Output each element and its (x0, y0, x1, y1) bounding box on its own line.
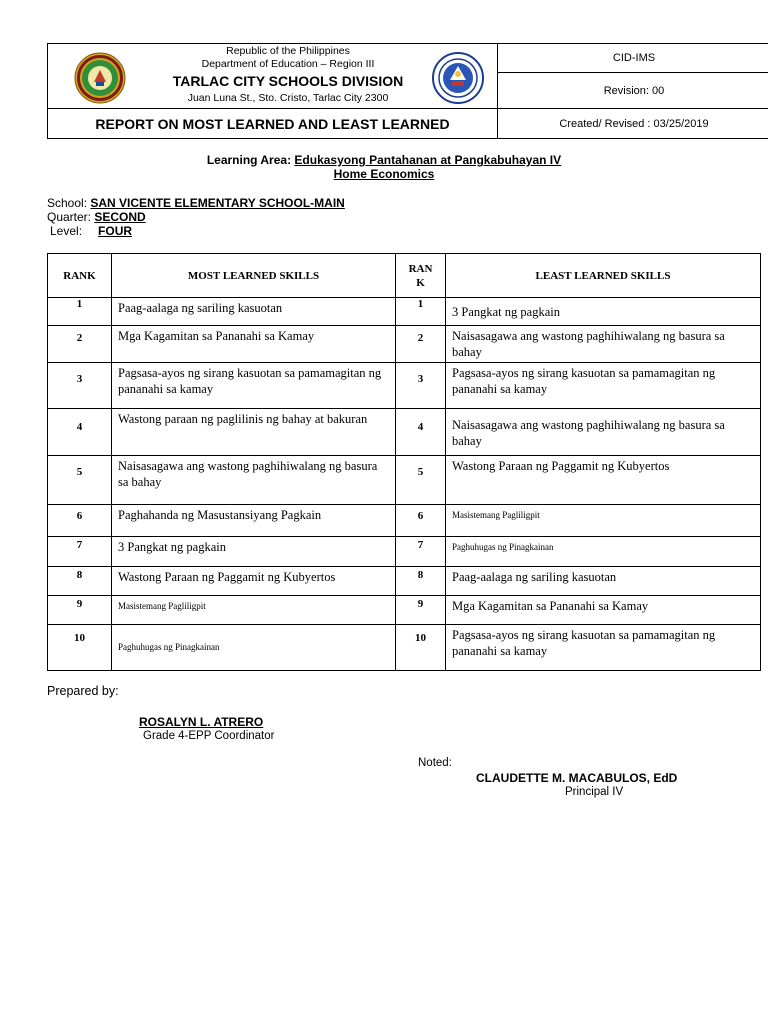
least-learned-cell: Mga Kagamitan sa Pananahi sa Kamay (446, 596, 761, 625)
prepared-by-name: ROSALYN L. ATRERO (139, 715, 264, 729)
created-revised-cell (498, 109, 768, 138)
deped-seal-icon (432, 52, 484, 104)
republic-text: Republic of the Philippines (226, 45, 350, 57)
most-learned-cell: Paghuhugas ng Pinagkainan (112, 625, 396, 671)
header-org-cell (48, 44, 498, 109)
report-title-cell (48, 109, 498, 138)
header-rank-2 (396, 254, 446, 298)
learning-area (0, 153, 768, 181)
header-most-learned: MOST LEARNED SKILLS (112, 254, 396, 298)
least-learned-cell: Paag-aalaga ng sariling kasuotan (446, 567, 761, 596)
division-seal-icon (74, 52, 126, 104)
most-learned-cell: Mga Kagamitan sa Pananahi sa Kamay (112, 326, 396, 363)
least-learned-cell: Naisasagawa ang wastong paghihiwalang ng basura sa bahay (446, 409, 761, 456)
noted-by-role: Principal IV (565, 786, 624, 798)
prepared-by-label: Prepared by: (47, 684, 119, 698)
rank-cell-2: 3 (396, 363, 446, 409)
school-label: School: (47, 196, 91, 210)
least-learned-cell: Naisasagawa ang wastong paghihiwalang ng basura sa bahay (446, 326, 761, 363)
report-title: REPORT ON MOST LEARNED AND LEAST LEARNED (95, 115, 450, 132)
least-learned-cell: Pagsasa-ayos ng sirang kasuotan sa pamamagitan ng pananahi sa kamay (446, 363, 761, 409)
doc-code-cell (498, 44, 768, 73)
rank-cell: 2 (48, 326, 112, 363)
table-row (48, 625, 761, 671)
school-name: SAN VICENTE ELEMENTARY SCHOOL-MAIN (90, 196, 345, 210)
created-revised-text: Created/ Revised : 03/25/2019 (559, 117, 709, 130)
prepared-by-role: Grade 4-EPP Coordinator (143, 730, 275, 742)
rank-cell: 7 (48, 537, 112, 567)
table-row (48, 363, 761, 409)
rank-cell: 6 (48, 505, 112, 537)
learning-area-subject-en: Home Economics (333, 167, 435, 181)
rank-cell: 10 (48, 625, 112, 671)
division-address: Juan Luna St., Sto. Cristo, Tarlac City 2300 (187, 92, 389, 104)
skills-table (47, 253, 761, 671)
revision-cell (498, 73, 768, 109)
quarter-line (47, 210, 146, 224)
doc-code: CID-IMS (612, 52, 656, 64)
rank-cell-2: 4 (396, 409, 446, 456)
level-line (50, 224, 132, 238)
rank-cell: 8 (48, 567, 112, 596)
most-learned-cell: 3 Pangkat ng pagkain (112, 537, 396, 567)
rank-cell-2: 9 (396, 596, 446, 625)
rank-cell-2: 6 (396, 505, 446, 537)
header-least-learned: LEAST LEARNED SKILLS (446, 254, 761, 298)
header-rank: RANK (48, 254, 112, 298)
least-learned-cell: Wastong Paraan ng Paggamit ng Kubyertos (446, 456, 761, 505)
least-learned-cell: Pagsasa-ayos ng sirang kasuotan sa pamamagitan ng pananahi sa kamay (446, 625, 761, 671)
most-learned-cell: Naisasagawa ang wastong paghihiwalang ng basura sa bahay (112, 456, 396, 505)
most-learned-cell: Pagsasa-ayos ng sirang kasuotan sa pamamagitan ng pananahi sa kamay (112, 363, 396, 409)
learning-area-subject: Edukasyong Pantahanan at Pangkabuhayan IV (294, 153, 562, 167)
level-value: FOUR (98, 224, 133, 238)
rank-cell: 5 (48, 456, 112, 505)
table-row (48, 537, 761, 567)
rank-cell: 1 (48, 298, 112, 326)
quarter-label: Quarter: (47, 210, 95, 224)
most-learned-cell: Paag-aalaga ng sariling kasuotan (112, 298, 396, 326)
department-text: Department of Education – Region III (201, 58, 375, 70)
table-row (48, 326, 761, 363)
document-header (47, 43, 768, 139)
rank-cell: 4 (48, 409, 112, 456)
least-learned-cell: Paghuhugas ng Pinagkainan (446, 537, 761, 567)
table-row (48, 409, 761, 456)
rank-cell-2: 8 (396, 567, 446, 596)
rank-cell-2: 1 (396, 298, 446, 326)
rank-cell-2: 2 (396, 326, 446, 363)
most-learned-cell: Wastong paraan ng paglilinis ng bahay at bakuran (112, 409, 396, 456)
noted-by-name: CLAUDETTE M. MACABULOS, EdD (476, 771, 678, 785)
most-learned-cell: Masistemang Pagliligpit (112, 596, 396, 625)
least-learned-cell: 3 Pangkat ng pagkain (446, 298, 761, 326)
table-row (48, 567, 761, 596)
school-line (47, 196, 345, 210)
noted-by-label: Noted: (418, 757, 452, 769)
table-header-row (48, 254, 761, 298)
table-row (48, 596, 761, 625)
table-row (48, 456, 761, 505)
rank-cell-2: 5 (396, 456, 446, 505)
rank-cell-2: 10 (396, 625, 446, 671)
table-row (48, 505, 761, 537)
organization-lines (138, 45, 438, 105)
learning-area-label: Learning Area: (206, 153, 295, 167)
division-name: TARLAC CITY SCHOOLS DIVISION (172, 73, 404, 89)
quarter-value: SECOND (94, 210, 146, 224)
revision-text: Revision: 00 (603, 84, 665, 97)
rank-cell-2: 7 (396, 537, 446, 567)
header-rank-2-text: RAN K (408, 262, 433, 289)
most-learned-cell: Paghahanda ng Masustansiyang Pagkain (112, 505, 396, 537)
rank-cell: 9 (48, 596, 112, 625)
level-label: Level: (50, 224, 83, 238)
least-learned-cell: Masistemang Pagliligpit (446, 505, 761, 537)
rank-cell: 3 (48, 363, 112, 409)
table-row (48, 298, 761, 326)
most-learned-cell: Wastong Paraan ng Paggamit ng Kubyertos (112, 567, 396, 596)
